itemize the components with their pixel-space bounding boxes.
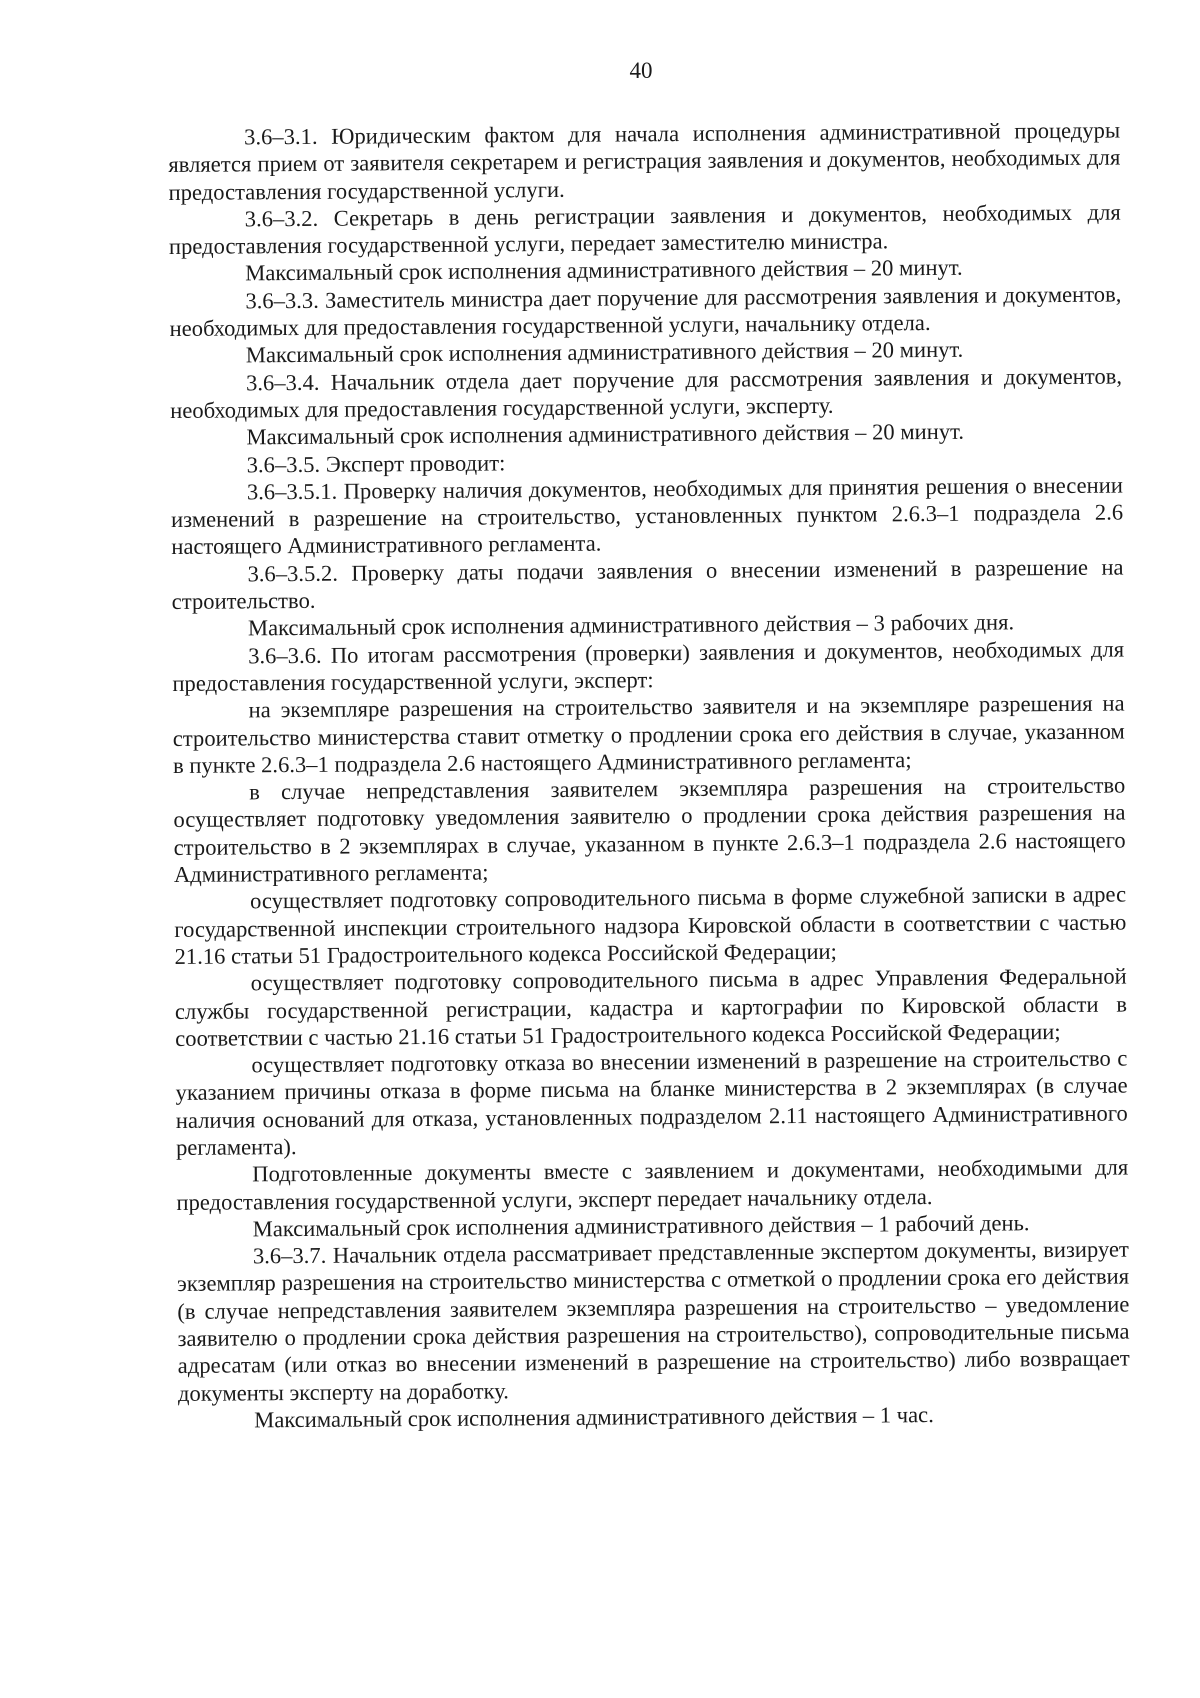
- paragraph: 3.6–3.1. Юридическим фактом для начала исполнения административной процедуры является прием от заявителя секретарем и регистрация заявления и документов, необходимых для предоставления государственной услуги.: [168, 117, 1121, 205]
- paragraph: Максимальный срок исполнения административного действия – 3 рабочих дня.: [247, 609, 1015, 641]
- paragraph: Максимальный срок исполнения административного действия – 20 минут.: [245, 255, 963, 286]
- paragraph: Максимальный срок исполнения административного действия – 1 рабочий день.: [252, 1210, 1030, 1242]
- paragraph: 3.6–3.5.2. Проверку даты подачи заявления о внесении изменений в разрешение на строительство.: [171, 554, 1124, 615]
- paragraph: 3.6–3.7. Начальник отдела рассматривает представленные экспертом документы, визирует экземпляр разрешения на строительство министерства с отметкой о продлении срока его действия (в случае непредставления заявителем экземпляра разрешения на строительство – уведомление заявителю о продлении срока действия разрешения на строительство), сопроводительные письма адресатам (или отказ во внесении изменений в разрешение на строительство) либо возвращает документы эксперту на доработку.: [177, 1236, 1130, 1406]
- paragraph: в случае непредставления заявителем экземпляра разрешения на строительство осуществляет подготовку уведомления заявителю о продлении срока действия разрешения на строительство в 2 экземплярах в случае, указанном в пункте 2.6.3–1 подраздела 2.6 настоящего Административного регламента;: [173, 772, 1126, 887]
- paragraph: 3.6–3.3. Заместитель министра дает поручение для рассмотрения заявления и документов, необходимых для предоставления государственной услуги, начальнику отдела.: [169, 281, 1122, 342]
- paragraph: 3.6–3.6. По итогам рассмотрения (проверки) заявления и документов, необходимых для предоставления государственной услуги, эксперт:: [172, 636, 1125, 696]
- paragraph: 3.6–3.4. Начальник отдела дает поручение для рассмотрения заявления и документов, необходимых для предоставления государственной услуги, эксперту.: [170, 363, 1123, 423]
- paragraph: 3.6–3.5. Эксперт проводит:: [246, 449, 506, 477]
- page-number: 40: [629, 58, 653, 83]
- paragraph: на экземпляре разрешения на строительство заявителя и на экземпляре разрешения на строительство министерства ставит отметку о продлении срока его действия в случае, указанном в пункте 2.6.3–1 подраздела 2.6 настоящего Административного регламента;: [172, 690, 1125, 778]
- paragraph: Максимальный срок исполнения административного действия – 20 минут.: [246, 419, 965, 450]
- paragraph: 3.6–3.2. Секретарь в день регистрации заявления и документов, необходимых для предоставления государственной услуги, передает заместителю министра.: [168, 199, 1121, 260]
- paragraph: 3.6–3.5.1. Проверку наличия документов, необходимых для принятия решения о внесении изменений в разрешение на строительство, установленных пунктом 2.6.3–1 подраздела 2.6 настоящего Административного регламента.: [171, 472, 1124, 560]
- document-body: [168, 117, 1130, 1435]
- paragraph: осуществляет подготовку сопроводительного письма в адрес Управления Федеральной службы государственной регистрации, кадастра и картографии по Кировской области в соответствии с частью 21.16 статьи 51 Градостроительного кодекса Российской Федерации;: [174, 963, 1128, 1051]
- paragraph: осуществляет подготовку отказа во внесении изменений в разрешение на строительство с указанием причины отказа в форме письма на бланке министерства в 2 экземплярах (в случае наличия оснований для отказа, установленных подразделом 2.11 настоящего Административного регламента).: [175, 1045, 1128, 1160]
- paragraph: Подготовленные документы вместе с заявлением и документами, необходимыми для предоставления государственной услуги, эксперт передает начальнику отдела.: [176, 1154, 1129, 1215]
- paragraph: Максимальный срок исполнения административного действия – 20 минут.: [245, 337, 964, 368]
- paragraph: осуществляет подготовку сопроводительного письма в форме служебной записки в адрес государственной инспекции строительного надзора Кировской области в соответствии с частью 21.16 статьи 51 Градостроительного кодекса Российской Федерации;: [174, 881, 1127, 969]
- paragraph: Максимальный срок исполнения административного действия – 1 час.: [254, 1401, 934, 1433]
